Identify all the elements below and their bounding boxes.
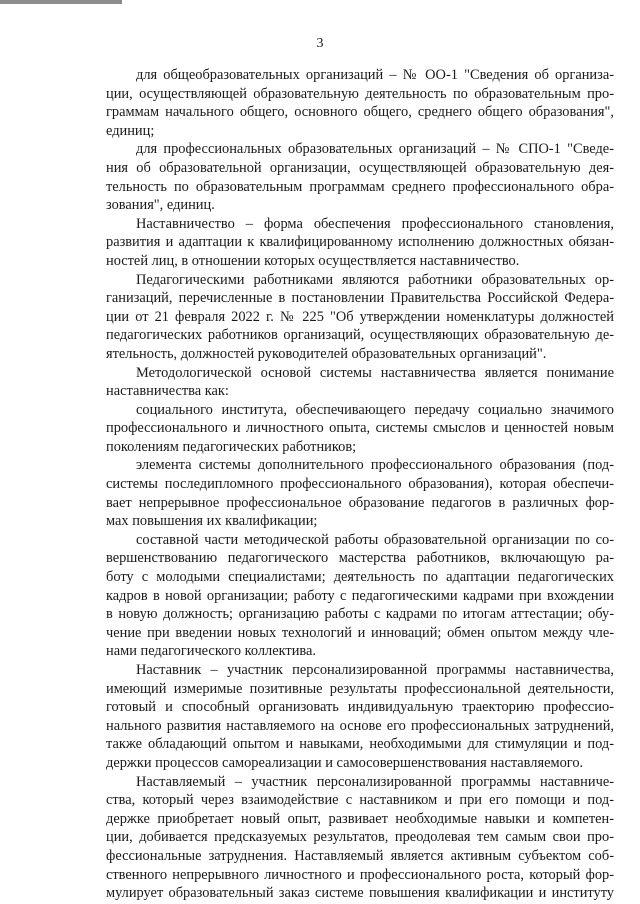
- text-line: Наставник – участник персонализированной программы наставничества,: [136, 662, 614, 678]
- text-line: зования", единиц.: [106, 197, 215, 214]
- text-line: ции, осуществляющей образовательную деятельность по образовательным про-: [106, 85, 614, 102]
- text-line: в новую должность; организацию работы с кадрами по итогам аттестации; обу-: [106, 606, 614, 623]
- text-line: поколениям педагогических работников;: [106, 438, 357, 455]
- text-line: также обладающий опытом и навыками, необходимыми для стимуляции и под-: [106, 736, 614, 753]
- text-line: составной части методической работы образовательной организации по со-: [136, 531, 614, 548]
- text-line: социального института, обеспечивающего передачу социально значимого: [136, 401, 614, 418]
- text-line: граммам начального общего, основного общего, среднего общего образования",: [106, 104, 614, 121]
- text-line: для профессиональных образовательных организаций – № СПО-1 "Сведе-: [136, 141, 614, 158]
- text-line: системы последипломного профессионального образования), которая обеспечи-: [106, 476, 614, 493]
- scan-edge-mark: [0, 0, 122, 4]
- text-line: держке приобретает новый опыт, развивает необходимые навыки и компетен-: [106, 810, 614, 827]
- text-line: Методологической основой системы наставничества является понимание: [136, 364, 614, 381]
- text-line: тельность по образовательным программам среднего профессионального обра-: [106, 178, 614, 195]
- text-line: ятельность, должностей руководителей образовательных организаций".: [106, 345, 547, 362]
- text-line: ции, добивается предсказуемых результатов, преодолевая тем самым свои про-: [106, 829, 614, 846]
- text-line: фессиональные затруднения. Наставляемый является активным субъектом соб-: [106, 847, 614, 864]
- text-line: мах повышения их квалификации;: [106, 513, 318, 530]
- text-line: наставничества как:: [106, 383, 229, 400]
- text-line: для общеобразовательных организаций – № ОО-1 "Сведения об организа-: [136, 67, 614, 83]
- text-line: кадров в новой организации; работу с педагогическими кадрами при вхождении: [106, 587, 614, 604]
- document-body: [106, 66, 614, 903]
- text-line: нального развития наставляемого на основе его профессиональных затруднений,: [106, 717, 614, 734]
- text-line: ганизаций, перечисленные в постановлении Правительства Российской Федера-: [106, 290, 614, 307]
- text-line: профессионального и личностного опыта, системы смыслов и ценностей новым: [106, 420, 614, 437]
- text-line: ства, который через взаимодействие с наставником и при его помощи и под-: [106, 792, 614, 809]
- text-line: единиц;: [106, 122, 155, 139]
- text-line: имеющий измеримые позитивные результаты профессиональной деятельности,: [106, 680, 614, 697]
- text-line: развития и адаптации к квалифицированному исполнению должностных обязан-: [106, 234, 614, 251]
- text-line: Педагогическими работниками являются работники образовательных ор-: [136, 271, 614, 288]
- text-line: элемента системы дополнительного профессионального образования (под-: [136, 457, 614, 474]
- text-line: вершенствованию педагогического мастерства работников, включающую ра-: [106, 550, 614, 567]
- text-line: ственного непрерывного личностного и профессионального роста, который фор-: [106, 866, 614, 883]
- text-line: нами педагогического коллектива.: [106, 643, 317, 660]
- text-line: боту с молодыми специалистами; деятельность по адаптации педагогических: [106, 569, 614, 586]
- text-line: Наставничество – форма обеспечения профессионального становления,: [136, 215, 614, 232]
- text-line: ния об образовательной организации, осуществляющей образовательную дея-: [106, 159, 614, 176]
- page-number: 3: [316, 36, 324, 51]
- text-line: держки процессов самореализации и самосовершенствования наставляемого.: [106, 754, 584, 771]
- text-line: ции от 21 февраля 2022 г. № 225 "Об утверждении номенклатуры должностей: [106, 308, 614, 325]
- text-line: готовый и способный организовать индивидуальную траекторию профессио-: [106, 699, 614, 716]
- text-line: ностей лиц, в отношении которых осуществляется наставничество.: [106, 252, 520, 269]
- text-line: Наставляемый – участник персонализированной программы наставниче-: [136, 773, 614, 790]
- text-line: вает непрерывное профессиональное образование педагогов в различных фор-: [106, 494, 614, 511]
- text-line: педагогических работников организаций, осуществляющих образовательную де-: [106, 327, 614, 344]
- text-line: мулирует образовательный заказ системе повышения квалификации и институту: [106, 885, 614, 902]
- text-line: чение при введении новых технологий и инноваций; обмен опытом между чле-: [106, 624, 614, 641]
